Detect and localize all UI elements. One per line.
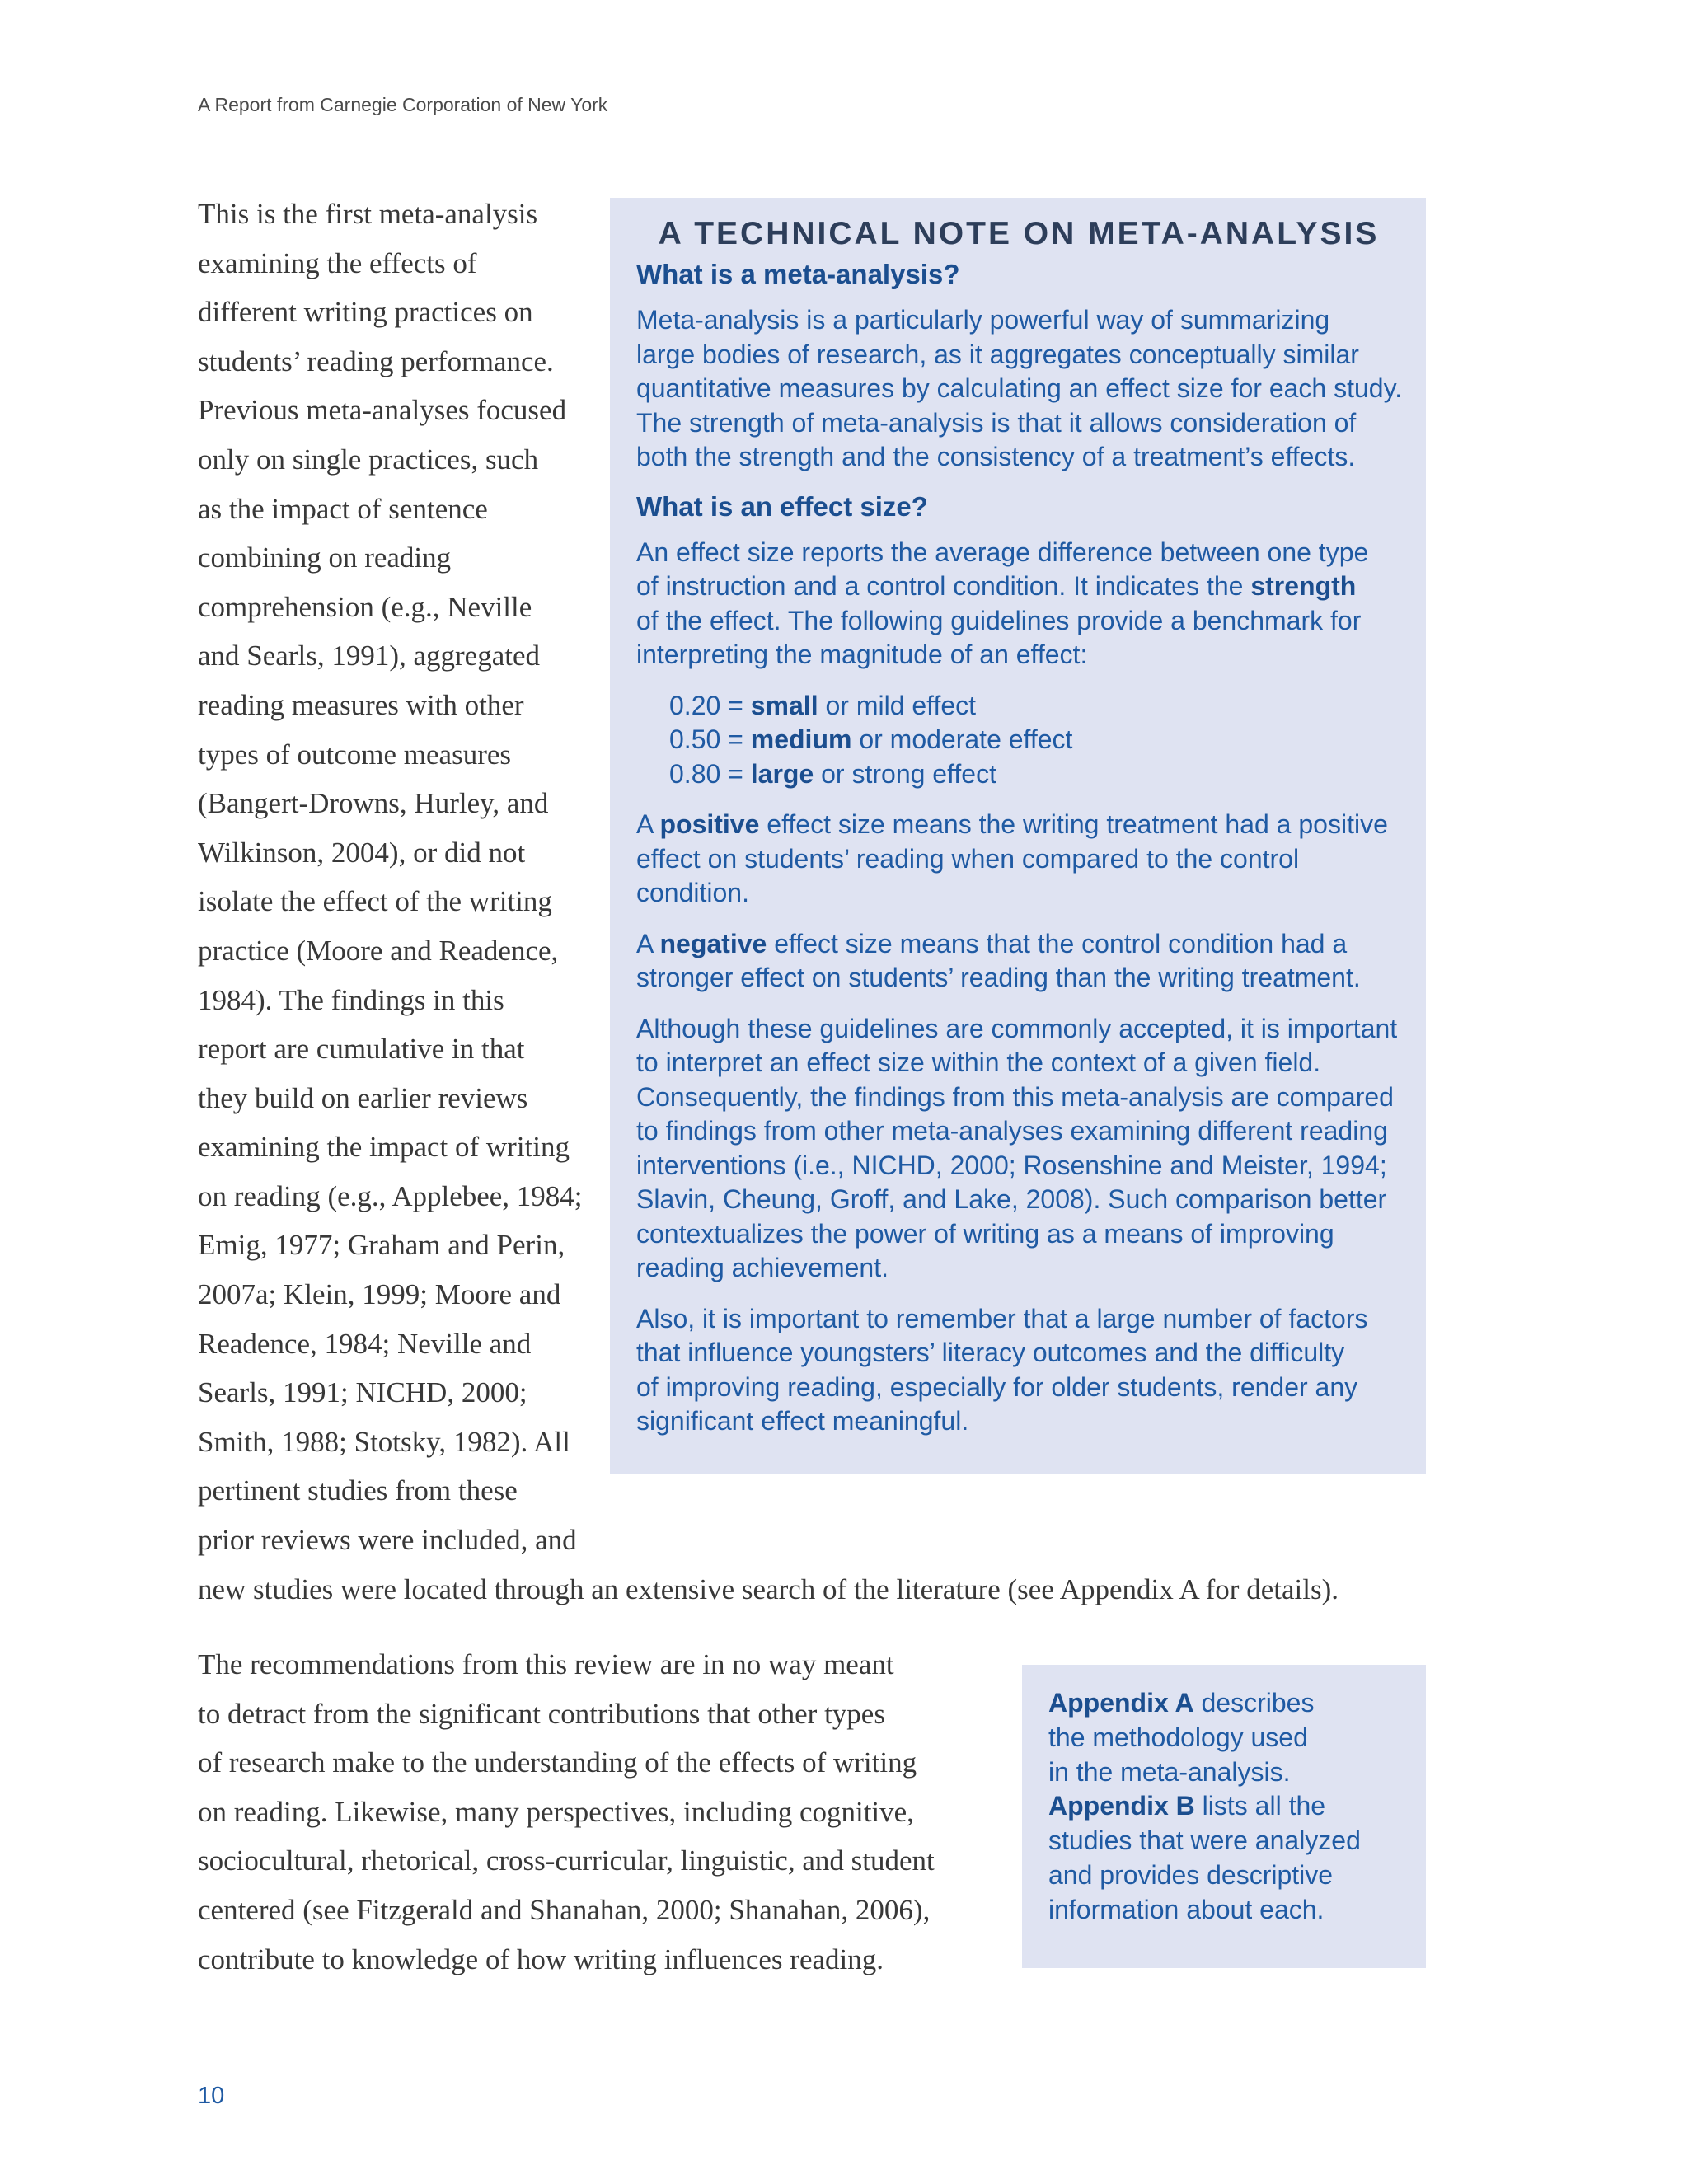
text-line: comprehension (e.g., Neville xyxy=(198,590,532,623)
text-line: types of outcome measures xyxy=(198,738,512,771)
question-heading: What is an effect size? xyxy=(636,490,928,522)
text-line: Readence, 1984; Neville and xyxy=(198,1327,532,1360)
text-line: of improving reading, especially for older students, render any xyxy=(636,1371,1358,1402)
text-line: Slavin, Cheung, Groff, and Lake, 2008). Such comparison better xyxy=(636,1184,1387,1214)
positive-effect-paragraph xyxy=(636,808,1401,911)
text-line xyxy=(1048,1686,1401,1721)
text-line: (Bangert-Drowns, Hurley, and xyxy=(198,787,549,820)
guideline-label: large xyxy=(750,758,814,789)
negative-effect-paragraph xyxy=(636,927,1401,996)
text-line: only on single practices, such xyxy=(198,443,539,476)
text-line: on reading. Likewise, many perspectives, including cognitive, xyxy=(198,1795,914,1828)
text-line: The recommendations from this review are in no way meant xyxy=(198,1648,894,1680)
text-line xyxy=(1048,1789,1401,1824)
emphasis: positive xyxy=(659,809,760,839)
text-line: in the meta-analysis. xyxy=(1048,1756,1291,1787)
technical-note-sidebar xyxy=(610,198,1426,1474)
text-span: effect size means that the control condition had a xyxy=(767,928,1348,958)
emphasis: negative xyxy=(659,928,767,958)
text-line: interpreting the magnitude of an effect: xyxy=(636,640,1088,669)
effect-size-definition xyxy=(636,536,1401,673)
text-line: Searls, 1991; NICHD, 2000; xyxy=(198,1376,528,1409)
text-line: that influence youngsters’ literacy outcomes and the difficulty xyxy=(636,1338,1345,1367)
text-line: 1984). The findings in this xyxy=(198,983,504,1016)
text-line: to detract from the significant contributions that other types xyxy=(198,1697,885,1730)
text-line: reading achievement. xyxy=(636,1253,889,1282)
text-line: both the strength and the consistency of a treatment’s effects. xyxy=(636,442,1356,471)
text-line: new studies were located through an extensive search of the literature (see Appendix A for details). xyxy=(198,1572,1339,1605)
text-line: practice (Moore and Readence, xyxy=(198,934,559,967)
text-span: A xyxy=(636,928,660,958)
guideline-rest: or strong effect xyxy=(814,758,996,789)
text-span: describes xyxy=(1193,1688,1315,1718)
technical-note-title: A TECHNICAL NOTE ON META-ANALYSIS xyxy=(658,216,1380,251)
text-span: of instruction and a control condition. It indicates the xyxy=(636,571,1251,601)
text-line: examining the impact of writing xyxy=(198,1131,570,1164)
text-line: pertinent studies from these xyxy=(198,1474,518,1507)
appendix-callout xyxy=(1022,1665,1426,1968)
text-line: quantitative measures by calculating an effect size for each study. xyxy=(636,373,1403,403)
guideline-rest: or moderate effect xyxy=(851,724,1073,754)
guideline-value: 0.50 = xyxy=(669,724,751,754)
text-line: Previous meta-analyses focused xyxy=(198,394,567,427)
text-line: significant effect meaningful. xyxy=(636,1406,969,1436)
text-line: Smith, 1988; Stotsky, 1982). All xyxy=(198,1425,570,1458)
text-line: report are cumulative in that xyxy=(198,1033,525,1066)
text-line: large bodies of research, as it aggregates conceptually similar xyxy=(636,339,1359,369)
text-line: isolate the effect of the writing xyxy=(198,885,552,918)
text-line: they build on earlier reviews xyxy=(198,1081,528,1114)
text-span: lists all the xyxy=(1194,1791,1326,1821)
factors-paragraph xyxy=(636,1302,1401,1439)
guideline-item xyxy=(669,723,1401,757)
text-line: An effect size reports the average difference between one type xyxy=(636,537,1369,567)
effect-size-guidelines xyxy=(669,689,1401,792)
text-line: to interpret an effect size within the context of a given field. xyxy=(636,1047,1321,1077)
text-line: Wilkinson, 2004), or did not xyxy=(198,836,526,869)
guideline-rest: or mild effect xyxy=(818,690,977,720)
text-line: centered (see Fitzgerald and Shanahan, 2000; Shanahan, 2006), xyxy=(198,1893,931,1926)
text-line: effect on students’ reading when compared to the control xyxy=(636,843,1300,874)
text-line: 2007a; Klein, 1999; Moore and xyxy=(198,1278,561,1311)
text-line: Also, it is important to remember that a large number of factors xyxy=(636,1303,1368,1333)
text-line: combining on reading xyxy=(198,541,452,574)
text-line: contribute to knowledge of how writing influences reading. xyxy=(198,1943,884,1975)
text-line: and Searls, 1991), aggregated xyxy=(198,640,540,673)
text-line: stronger effect on students’ reading than the writing treatment. xyxy=(636,963,1361,992)
guideline-value: 0.20 = xyxy=(669,690,751,720)
guideline-value: 0.80 = xyxy=(669,758,751,789)
text-line xyxy=(636,569,1401,604)
text-line: as the impact of sentence xyxy=(198,492,488,525)
text-span: effect size means the writing treatment had a positive xyxy=(759,809,1388,839)
text-span: A xyxy=(636,809,660,839)
text-line: studies that were analyzed xyxy=(1048,1825,1361,1856)
page-number: 10 xyxy=(198,2083,225,2109)
emphasis: strength xyxy=(1250,571,1357,601)
running-header: A Report from Carnegie Corporation of New York xyxy=(198,94,608,115)
text-line: information about each. xyxy=(1048,1894,1325,1924)
appendix-a-label: Appendix A xyxy=(1048,1688,1194,1718)
meta-analysis-definition xyxy=(636,303,1401,475)
text-line: condition. xyxy=(636,878,749,907)
text-line: Consequently, the findings from this meta-analysis are compared xyxy=(636,1081,1394,1112)
recommendations-paragraph xyxy=(198,1640,956,1984)
text-line: the methodology used xyxy=(1048,1722,1308,1752)
guideline-item xyxy=(669,757,1401,792)
text-line: and provides descriptive xyxy=(1048,1859,1334,1890)
text-line: to findings from other meta-analyses examining different reading xyxy=(636,1116,1388,1146)
text-line: prior reviews were included, and xyxy=(198,1524,577,1557)
text-line xyxy=(636,808,1401,842)
text-line: examining the effects of xyxy=(198,246,477,279)
text-line xyxy=(636,927,1401,962)
text-line: students’ reading performance. xyxy=(198,344,554,377)
question-heading: What is a meta-analysis? xyxy=(636,259,960,289)
guideline-label: small xyxy=(750,690,818,720)
text-line: on reading (e.g., Applebee, 1984; xyxy=(198,1179,583,1212)
guideline-item xyxy=(669,689,1401,724)
text-line: The strength of meta-analysis is that it allows consideration of xyxy=(636,407,1357,438)
text-line: sociocultural, rhetorical, cross-curricular, linguistic, and student xyxy=(198,1844,935,1877)
text-line: of research make to the understanding of the effects of writing xyxy=(198,1746,917,1779)
guideline-label: medium xyxy=(750,724,852,754)
text-line: Meta-analysis is a particularly powerful way of summarizing xyxy=(636,305,1330,335)
text-line: reading measures with other xyxy=(198,688,524,721)
text-line: interventions (i.e., NICHD, 2000; Rosenshine and Meister, 1994; xyxy=(636,1150,1387,1180)
guidelines-context-paragraph xyxy=(636,1012,1401,1286)
text-line: Although these guidelines are commonly accepted, it is important xyxy=(636,1013,1398,1043)
text-line: of the effect. The following guidelines provide a benchmark for xyxy=(636,605,1362,635)
text-line: Emig, 1977; Graham and Perin, xyxy=(198,1229,565,1262)
text-line: This is the first meta-analysis xyxy=(198,198,538,230)
text-line: different writing practices on xyxy=(198,296,533,329)
text-line: contextualizes the power of writing as a means of improving xyxy=(636,1218,1334,1249)
appendix-b-label: Appendix B xyxy=(1048,1791,1195,1821)
